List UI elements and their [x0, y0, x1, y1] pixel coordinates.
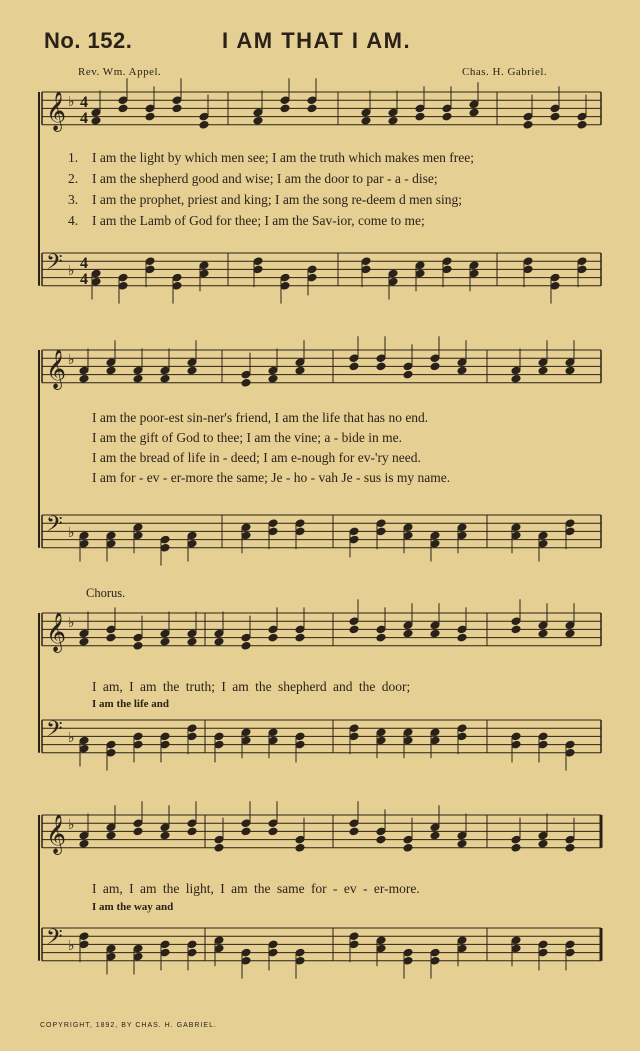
note-head — [91, 116, 101, 125]
verse2-line-1: I am the poor-est sin-ner's friend, I am the life that has no end. — [92, 410, 429, 425]
note-head — [565, 366, 575, 375]
note-head — [133, 374, 143, 383]
note-head — [565, 843, 575, 852]
note-head — [106, 366, 116, 375]
note-head — [241, 827, 251, 836]
verse-line-4: 4. I am the Lamb of God for thee; I am the Sav-ior, come to me; — [68, 213, 425, 228]
hymn-number: No. 152. — [44, 28, 133, 53]
note-head — [538, 839, 548, 848]
note-head — [241, 378, 251, 387]
note-head — [106, 633, 116, 642]
time-signature: 4 — [80, 110, 88, 127]
treble-clef-icon: 𝄞 — [46, 814, 67, 854]
note-head — [376, 633, 386, 642]
chorus-bass-line-2: I am the way and — [92, 901, 174, 913]
note-head — [253, 116, 263, 125]
note-head — [187, 637, 197, 646]
flat-icon: ♭ — [68, 938, 75, 954]
note-head — [295, 633, 305, 642]
chorus-bass-line-1: I am the life and — [92, 698, 169, 710]
verse2-line-2: I am the gift of God to thee; I am the vine; a - bide in me. — [92, 430, 403, 445]
note-head — [376, 835, 386, 844]
note-head — [172, 104, 182, 113]
note-head — [565, 629, 575, 638]
time-signature: 4 — [80, 255, 88, 272]
note-head — [349, 362, 359, 371]
note-head — [415, 112, 425, 121]
note-head — [214, 843, 224, 852]
bass-clef-icon: 𝄢 — [46, 717, 63, 747]
note-head — [442, 112, 452, 121]
note-head — [241, 641, 251, 650]
chorus-label: Chorus. — [86, 586, 126, 600]
note-head — [511, 374, 521, 383]
note-head — [187, 366, 197, 375]
note-head — [457, 633, 467, 642]
time-signature: 4 — [80, 94, 88, 111]
chorus-line-1: I am, I am the truth; I am the shepherd and the door; — [92, 679, 411, 694]
bass-clef-icon: 𝄢 — [46, 925, 63, 955]
note-head — [280, 104, 290, 113]
hymn-title: I AM THAT I AM. — [222, 28, 412, 53]
note-head — [268, 374, 278, 383]
note-head — [349, 827, 359, 836]
note-head — [295, 366, 305, 375]
note-head — [307, 104, 317, 113]
treble-clef-icon: 𝄞 — [46, 91, 67, 131]
note-head — [511, 625, 521, 634]
note-head — [133, 641, 143, 650]
verse2-line-4: I am for - ev - er-more the same; Je - ho - vah Je - sus is my name. — [92, 470, 451, 485]
flat-icon: ♭ — [68, 730, 75, 746]
verse-line-1: 1. I am the light by which men see; I am the truth which makes men free; — [68, 150, 475, 165]
time-signature: 4 — [80, 271, 88, 288]
note-head — [538, 629, 548, 638]
note-head — [430, 362, 440, 371]
chorus-line-2: I am, I am the light, I am the same for - ev - er-more. — [92, 881, 420, 896]
verse-line-3: 3. I am the prophet, priest and king; I am the song re-deem d men sing; — [68, 192, 463, 207]
note-head — [268, 633, 278, 642]
copyright-notice: COPYRIGHT, 1892, BY CHAS. H. GABRIEL. — [40, 1022, 217, 1029]
note-head — [430, 831, 440, 840]
flat-icon: ♭ — [68, 263, 75, 279]
verse2-line-3: I am the bread of life in - deed; I am e-nough for ev-'ry need. — [92, 450, 421, 465]
note-head — [430, 629, 440, 638]
note-head — [199, 120, 209, 129]
verse-line-2: 2. I am the shepherd good and wise; I am the door to par - a - dise; — [68, 171, 438, 186]
note-head — [118, 104, 128, 113]
note-head — [469, 108, 479, 117]
treble-clef-icon: 𝄞 — [46, 612, 67, 652]
note-head — [376, 362, 386, 371]
note-head — [361, 116, 371, 125]
note-head — [403, 370, 413, 379]
flat-icon: ♭ — [68, 525, 75, 541]
note-head — [349, 625, 359, 634]
note-head — [523, 120, 533, 129]
note-head — [403, 629, 413, 638]
note-head — [550, 112, 560, 121]
bass-clef-icon: 𝄢 — [46, 512, 63, 542]
note-head — [457, 839, 467, 848]
note-head — [187, 827, 197, 836]
note-head — [160, 374, 170, 383]
author-credit: Rev. Wm. Appel. — [78, 66, 162, 78]
note-head — [403, 843, 413, 852]
note-head — [511, 843, 521, 852]
note-head — [79, 637, 89, 646]
treble-clef-icon: 𝄞 — [46, 349, 67, 389]
bass-clef-icon: 𝄢 — [46, 250, 63, 280]
note-head — [145, 112, 155, 121]
composer-credit: Chas. H. Gabriel. — [462, 66, 548, 78]
note-head — [388, 116, 398, 125]
note-head — [133, 827, 143, 836]
note-head — [577, 120, 587, 129]
flat-icon: ♭ — [68, 817, 75, 833]
note-head — [214, 637, 224, 646]
note-head — [79, 839, 89, 848]
note-head — [160, 831, 170, 840]
note-head — [295, 843, 305, 852]
note-head — [268, 827, 278, 836]
flat-icon: ♭ — [68, 615, 75, 631]
note-head — [160, 637, 170, 646]
flat-icon: ♭ — [68, 94, 75, 110]
note-head — [106, 831, 116, 840]
note-head — [538, 366, 548, 375]
note-head — [79, 374, 89, 383]
note-head — [457, 366, 467, 375]
flat-icon: ♭ — [68, 352, 75, 368]
